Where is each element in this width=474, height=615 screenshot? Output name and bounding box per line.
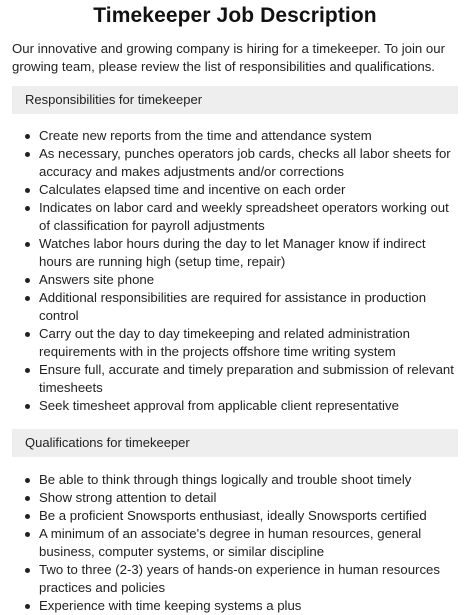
list-item-text: Calculates elapsed time and incentive on each order — [39, 182, 346, 197]
bullet-icon — [25, 278, 30, 283]
list-item-text: Watches labor hours during the day to let Manager know if indirect hours are running high (setup time, repair) — [39, 236, 426, 269]
list-item — [12, 471, 458, 489]
list-item — [12, 127, 458, 145]
bullet-icon — [25, 568, 30, 573]
list-item — [12, 597, 458, 615]
list-item-text: Be able to think through things logically and trouble shoot timely — [39, 472, 412, 487]
bullet-icon — [25, 134, 30, 139]
bullet-icon — [25, 514, 30, 519]
list-item — [12, 235, 458, 271]
list-item-text: Ensure full, accurate and timely preparation and submission of relevant timesheets — [39, 362, 454, 395]
list-item-text: Answers site phone — [39, 272, 155, 287]
list-item — [12, 271, 458, 289]
list-item-text: A minimum of an associate's degree in human resources, general business, computer systems, or similar discipline — [39, 526, 422, 559]
list-item — [12, 199, 458, 235]
list-item — [12, 525, 458, 561]
list-item-text: Indicates on labor card and weekly spreadsheet operators working out of classification for payroll adjustments — [39, 200, 449, 233]
list-item-text: Experience with time keeping systems a plus — [39, 598, 302, 613]
bullet-icon — [25, 368, 30, 373]
list-item-text: As necessary, punches operators job cards, checks all labor sheets for accuracy and makes adjustments and/or corrections — [39, 146, 451, 179]
list-item-text: Be a proficient Snowsports enthusiast, ideally Snowsports certified — [39, 508, 427, 523]
list-item-text: Create new reports from the time and attendance system — [39, 128, 372, 143]
list-item — [12, 145, 458, 181]
list-item-text: Show strong attention to detail — [39, 490, 217, 505]
responsibilities-list — [12, 127, 458, 415]
bullet-icon — [25, 152, 30, 157]
bullet-icon — [25, 242, 30, 247]
list-item — [12, 561, 458, 597]
list-item — [12, 289, 458, 325]
bullet-icon — [25, 188, 30, 193]
list-item — [12, 489, 458, 507]
list-item-text: Seek timesheet approval from applicable client representative — [39, 398, 399, 413]
qualifications-list — [12, 471, 458, 615]
list-item — [12, 325, 458, 361]
bullet-icon — [25, 478, 30, 483]
list-item — [12, 507, 458, 525]
responsibilities-heading: Responsibilities for timekeeper — [12, 86, 458, 114]
list-item-text: Two to three (2-3) years of hands-on experience in human resources practices and policies — [39, 562, 440, 595]
bullet-icon — [25, 296, 30, 301]
list-item — [12, 397, 458, 415]
list-item — [12, 361, 458, 397]
bullet-icon — [25, 532, 30, 537]
list-item — [12, 181, 458, 199]
list-item-text: Carry out the day to day timekeeping and related administration requirements with in the projects offshore time writing system — [39, 326, 410, 359]
qualifications-heading: Qualifications for timekeeper — [12, 429, 458, 457]
bullet-icon — [25, 332, 30, 337]
intro-paragraph: Our innovative and growing company is hiring for a timekeeper. To join our growing team, please review the list of responsibilities and qualifications. — [12, 41, 445, 74]
list-item-text: Additional responsibilities are required for assistance in production control — [39, 290, 427, 323]
bullet-icon — [25, 206, 30, 211]
bullet-icon — [25, 404, 30, 409]
bullet-icon — [25, 604, 30, 609]
bullet-icon — [25, 496, 30, 501]
page-title: Timekeeper Job Description — [93, 4, 377, 27]
